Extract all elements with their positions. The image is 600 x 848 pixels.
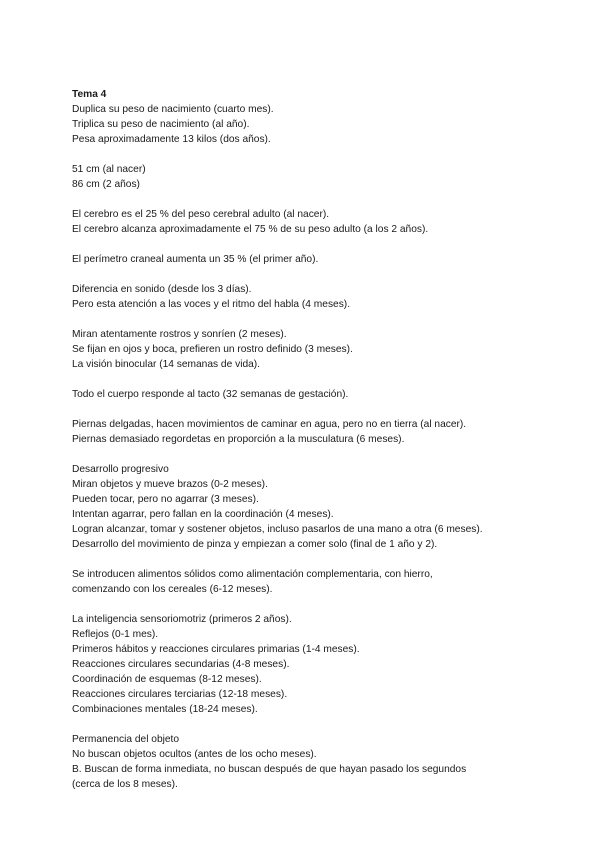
text-line: Pesa aproximadamente 13 kilos (dos años). xyxy=(72,134,271,145)
paragraph-spacer xyxy=(72,552,572,567)
text-line: Desarrollo progresivo xyxy=(72,464,169,475)
text-line: Pero esta atención a las voces y el ritmo del habla (4 meses). xyxy=(72,299,351,310)
section-block xyxy=(72,732,572,792)
text-line: Pueden tocar, pero no agarrar (3 meses). xyxy=(72,494,259,505)
text-line: Reacciones circulares terciarias (12-18 meses). xyxy=(72,689,288,700)
text-line: Permanencia del objeto xyxy=(72,734,180,745)
text-line: Se introducen alimentos sólidos como alimentación complementaria, con hierro, xyxy=(72,569,433,580)
text-line: Diferencia en sonido (desde los 3 días). xyxy=(72,284,252,295)
text-line: Piernas demasiado regordetas en proporción a la musculatura (6 meses). xyxy=(72,434,405,445)
text-line: 51 cm (al nacer) xyxy=(72,164,146,175)
text-line: Triplica su peso de nacimiento (al año). xyxy=(72,119,250,130)
text-line: Piernas delgadas, hacen movimientos de caminar en agua, pero no en tierra (al nacer). xyxy=(72,419,467,430)
paragraph-spacer xyxy=(72,312,572,327)
document-body xyxy=(72,87,572,792)
text-line: (cerca de los 8 meses). xyxy=(72,779,178,790)
text-line: La inteligencia sensoriomotriz (primeros 2 años). xyxy=(72,614,292,625)
section-block xyxy=(72,567,572,597)
text-line: Reacciones circulares secundarias (4-8 meses). xyxy=(72,659,290,670)
text-line: Combinaciones mentales (18-24 meses). xyxy=(72,704,258,715)
text-line: El cerebro es el 25 % del peso cerebral adulto (al nacer). xyxy=(72,209,330,220)
section-block xyxy=(72,327,572,372)
text-line: Miran atentamente rostros y sonríen (2 meses). xyxy=(72,329,287,340)
text-line: La visión binocular (14 semanas de vida). xyxy=(72,359,261,370)
text-line: Primeros hábitos y reacciones circulares primarias (1-4 meses). xyxy=(72,644,360,655)
section-block xyxy=(72,612,572,717)
section-block xyxy=(72,282,572,312)
text-line: El cerebro alcanza aproximadamente el 75 % de su peso adulto (a los 2 años). xyxy=(72,224,429,235)
text-line: No buscan objetos ocultos (antes de los ocho meses). xyxy=(72,749,317,760)
section-block xyxy=(72,207,572,237)
text-line: comenzando con los cereales (6-12 meses). xyxy=(72,584,273,595)
section-block xyxy=(72,417,572,447)
paragraph-spacer xyxy=(72,267,572,282)
text-line: Intentan agarrar, pero fallan en la coordinación (4 meses). xyxy=(72,509,334,520)
paragraph-spacer xyxy=(72,237,572,252)
text-line: Se fijan en ojos y boca, prefieren un rostro definido (3 meses). xyxy=(72,344,353,355)
paragraph-spacer xyxy=(72,447,572,462)
text-line: Duplica su peso de nacimiento (cuarto mes). xyxy=(72,104,274,115)
paragraph-spacer xyxy=(72,402,572,417)
paragraph-spacer xyxy=(72,192,572,207)
text-line: Todo el cuerpo responde al tacto (32 semanas de gestación). xyxy=(72,389,349,400)
section-block xyxy=(72,387,572,402)
text-line: 86 cm (2 años) xyxy=(72,179,140,190)
text-line: B. Buscan de forma inmediata, no buscan después de que hayan pasado los segundos xyxy=(72,764,467,775)
paragraph-spacer xyxy=(72,717,572,732)
text-line: Logran alcanzar, tomar y sostener objetos, incluso pasarlos de una mano a otra (6 meses). xyxy=(72,524,483,535)
text-line: Desarrollo del movimiento de pinza y empiezan a comer solo (final de 1 año y 2). xyxy=(72,539,438,550)
paragraph-spacer xyxy=(72,372,572,387)
section-block xyxy=(72,252,572,267)
section-block xyxy=(72,162,572,192)
text-line: Miran objetos y mueve brazos (0-2 meses). xyxy=(72,479,268,490)
paragraph-spacer xyxy=(72,597,572,612)
paragraph-spacer xyxy=(72,147,572,162)
text-line: Coordinación de esquemas (8-12 meses). xyxy=(72,674,262,685)
text-line: Reflejos (0-1 mes). xyxy=(72,629,159,640)
document-title: Tema 4 xyxy=(72,89,107,100)
text-line: El perímetro craneal aumenta un 35 % (el primer año). xyxy=(72,254,319,265)
section-block xyxy=(72,102,572,147)
section-block xyxy=(72,462,572,552)
